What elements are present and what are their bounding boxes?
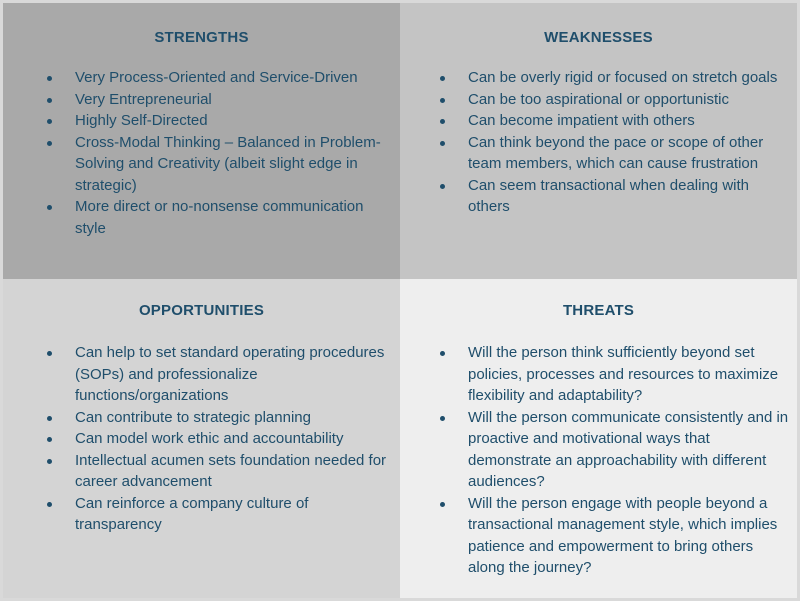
bullet-icon [47, 98, 52, 103]
list-item-text: Very Process-Oriented and Service-Driven [75, 69, 358, 86]
list-item [438, 175, 788, 218]
bullet-icon [440, 98, 445, 103]
bullet-icon [440, 351, 445, 356]
bullet-icon [47, 351, 52, 356]
bullet-icon [47, 76, 52, 81]
threats-list [438, 342, 790, 579]
list-item [45, 110, 395, 132]
list-item-text: Can seem transactional when dealing with others [468, 176, 749, 215]
list-item [45, 89, 395, 111]
bullet-icon [47, 416, 52, 421]
list-item [438, 493, 790, 579]
list-item [438, 89, 788, 111]
list-item-text: Will the person think sufficiently beyond set policies, processes and resources to maximize flexibility and adaptability? [468, 344, 779, 404]
bullet-icon [47, 205, 52, 210]
bullet-icon [47, 502, 52, 507]
threats-quadrant [400, 279, 797, 598]
strengths-quadrant [3, 3, 400, 279]
list-item-text: Will the person communicate consistently and in proactive and motivational ways that demonstrate an approachability with different audiences? [468, 408, 789, 490]
list-item-text: Can reinforce a company culture of transparency [75, 494, 309, 533]
bullet-icon [47, 141, 52, 146]
list-item [45, 493, 395, 536]
bullet-icon [440, 502, 445, 507]
list-item-text: More direct or no-nonsense communication style [75, 198, 364, 237]
list-item-text: Very Entrepreneurial [75, 90, 212, 108]
list-item [438, 110, 788, 132]
opportunities-list [45, 342, 395, 536]
list-item-text: Intellectual acumen sets foundation needed for career advancement [75, 451, 387, 490]
bullet-icon [440, 141, 445, 146]
bullet-icon [440, 416, 445, 421]
list-item [438, 342, 790, 407]
list-item [45, 407, 395, 429]
opportunities-title: OPPORTUNITIES [138, 302, 265, 319]
list-item-text: Highly Self-Directed [75, 112, 208, 129]
bullet-icon [440, 184, 445, 189]
list-item [438, 132, 788, 175]
list-item-text: Can think beyond the pace or scope of other team members, which can cause frustration [468, 133, 764, 172]
threats-title: THREATS [562, 302, 635, 319]
list-item-text: Can model work ethic and accountability [75, 430, 344, 447]
list-item-text: Can help to set standard operating procedures (SOPs) and professionalize functions/organizations [75, 344, 385, 404]
list-item [45, 196, 395, 239]
list-item [45, 428, 395, 450]
weaknesses-quadrant [400, 3, 797, 279]
list-item [45, 342, 395, 407]
bullet-icon [47, 119, 52, 124]
list-item-text: Can become impatient with others [468, 112, 695, 129]
list-item [438, 67, 788, 89]
list-item [45, 450, 395, 493]
weaknesses-list [438, 67, 788, 218]
bullet-icon [47, 459, 52, 464]
list-item [45, 67, 395, 89]
strengths-title: STRENGTHS [154, 29, 249, 46]
list-item-text: Cross-Modal Thinking – Balanced in Problem-Solving and Creativity (albeit slight edge in strategic) [75, 133, 381, 194]
weaknesses-title: WEAKNESSES [544, 29, 653, 46]
bullet-icon [47, 437, 52, 442]
strengths-list [45, 67, 395, 239]
list-item [45, 132, 395, 197]
opportunities-quadrant [3, 279, 400, 598]
list-item [438, 407, 790, 493]
list-item-text: Can be too aspirational or opportunistic [468, 90, 729, 108]
list-item-text: Can contribute to strategic planning [75, 408, 311, 426]
list-item-text: Will the person engage with people beyond a transactional management style, which implies patience and empowerment to bring others along the journey? [468, 494, 778, 576]
list-item-text: Can be overly rigid or focused on stretch goals [468, 69, 778, 86]
bullet-icon [440, 76, 445, 81]
bullet-icon [440, 119, 445, 124]
